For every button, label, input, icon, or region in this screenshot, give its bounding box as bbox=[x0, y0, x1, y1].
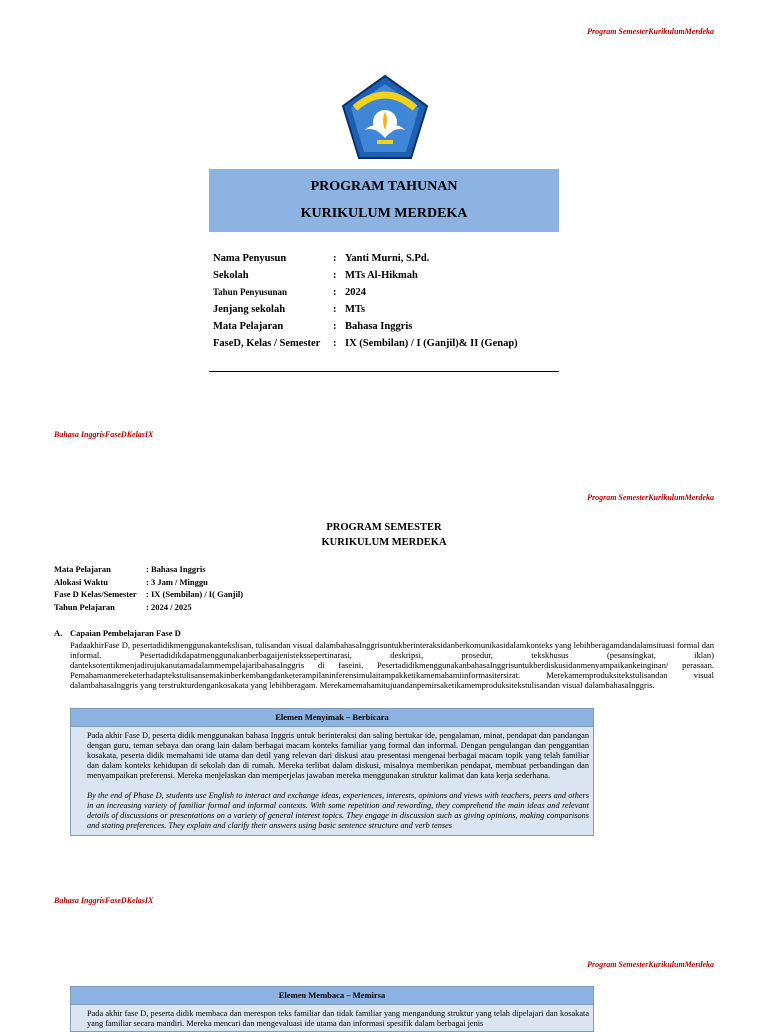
element-text-en: By the end of Phase D, students use English to interact and exchange ideas, experiences, interests, opinions and views with teachers, peers and others in an increasing variety of familiar formal and informal contexts. With some repetition and rewording, they comprehend the main ideas and relevant details of discussions or presentations on a variety of general interest topics. They engage in discussion such as giving opinions, making comparisons and stating preferences. They explain and clarify their answers using basic sentence structure and verb tenses bbox=[87, 791, 589, 830]
element-title: Elemen Membaca – Memirsa bbox=[71, 987, 593, 1005]
program-subtitle: KURIKULUM MERDEKA bbox=[300, 206, 468, 221]
page-footer: Bahasa InggrisFaseDKelasIX bbox=[54, 430, 154, 439]
page-header: Program SemesterKurikulumMerdeka bbox=[587, 27, 714, 36]
element-title: Elemen Menyimak – Berbicara bbox=[71, 709, 593, 727]
capaian-paragraph: PadaakhirFase D, pesertadidikmenggunakantekslisan, tulisandan visual dalambahasaInggrisuntukberinteraksidanberkomunikasidalamkonteks yang lebihberagamdandalamsituasi formal dan informal. Pesertadidikdapatmenggunakanberbagaijenistekssepertinarasi, deskripsi, prosedur, tekskhusus (pesansingkat, iklan) danteksotentikmenjadirujukanutamadalammempelajaribahasaInggris di faseini. PesertadidikmenggunakanbahasaInggrisuntukberdiskusidanmenyampaikankeinginan/ perasaan. Pemahamanmereketerhadaptekstulisansemakinberkembangdanketerampilaninferensimulaitampakketikamemahamiinformasitersirat. Merekamemproduksitekstulisandan visual dalambahasaInggris yang terstrukturdengankosakata yang lebihberagam. Merekamemahamitujuandanpemirsaketikamemproduksitekstulisandan visual dalambahasaInggris. bbox=[70, 640, 714, 690]
element-box-membaca bbox=[70, 986, 594, 1032]
program-title-box bbox=[209, 169, 559, 232]
element-text-id: Pada akhir fase D, peserta didik membaca dan merespon teks familiar dan tidak familiar yang mengandung struktur yang telah dipelajari dan kosakata yang familiar secara mandiri. Mereka mencari dan mengevaluasi ide utama dan informasi spesifik dalam berbagai jenis bbox=[87, 1009, 589, 1028]
element-box-menyimak bbox=[70, 708, 594, 836]
page-footer: Bahasa InggrisFaseDKelasIX bbox=[54, 896, 154, 905]
tut-wuri-handayani-logo bbox=[341, 74, 429, 160]
element-body bbox=[71, 727, 593, 835]
program-title: PROGRAM TAHUNAN bbox=[310, 179, 458, 194]
element-text-id: Pada akhir Fase D, peserta didik menggunakan bahasa Inggris untuk berinteraksi dan saling bertukar ide, pengalaman, minat, pendapat dan pandangan dengan guru, teman sebaya dan orang lain dalam berbagai macam konteks familiar yang formal dan informal. Dengan pengulangan dan penggantian kosakata, peserta didik memahami ide utama dan detil yang relevan dari diskusi atau presentasi mengenai berbagai macam topik yang telah familiar dan dalam konteks kehidupan di sekolah dan di rumah. Mereka terlibat dalam diskusi, misalnya memberikan pendapat, membuat perbandingan dan menyampaikan preferensi. Mereka menjelaskan dan memperjelas jawaban mereka menggunakan struktur kalimat dan kata kerja sederhana. bbox=[87, 731, 589, 780]
divider bbox=[209, 371, 559, 372]
semester-title: PROGRAM SEMESTER bbox=[326, 522, 442, 533]
semester-subtitle: KURIKULUM MERDEKA bbox=[321, 537, 447, 548]
page-header: Program SemesterKurikulumMerdeka bbox=[587, 960, 714, 969]
element-body bbox=[71, 1005, 593, 1032]
page-header: Program SemesterKurikulumMerdeka bbox=[587, 493, 714, 502]
